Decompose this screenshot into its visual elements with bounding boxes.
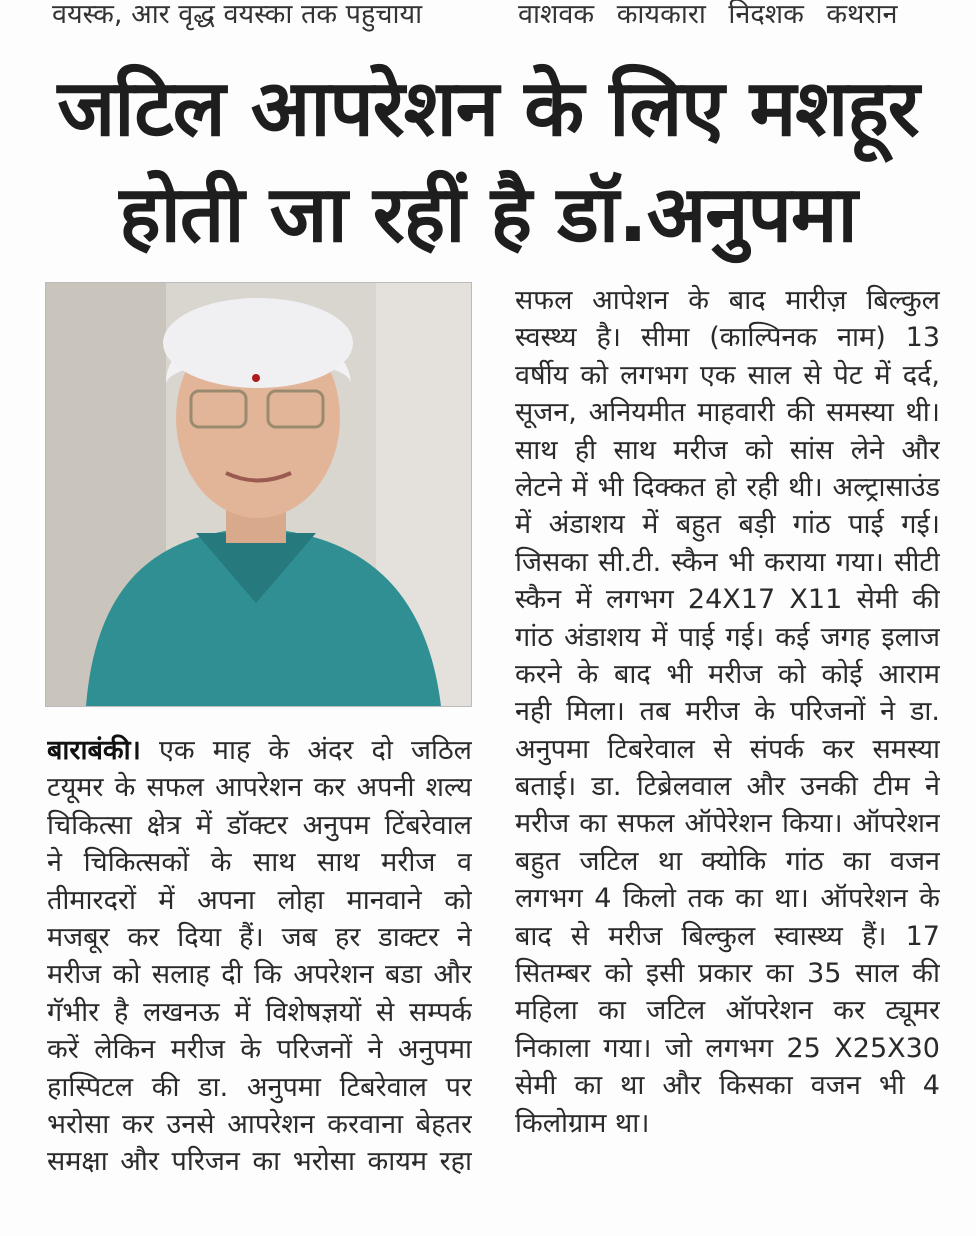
article-line: निकाला गया। जो लगभग 25 X25X30 [515,1032,940,1064]
article-line: समक्षा और परिजन का भरोसा कायम रहा [47,1146,472,1178]
article-line: जिसका सी.टी. स्कैन भी कराया गया। सीटी [515,546,940,578]
article-line: सितम्बर को इसी प्रकार का 35 साल की [515,958,940,990]
article-line: गांठ अंडाशय में पाई गई। कई जगह इलाज [515,621,940,653]
top-strip-left-text: वयस्क, आर वृद्ध वयस्का तक पहुचाया [52,0,423,30]
article-line: स्वस्थ्य है। सीमा (काल्पिनक नाम) 13 [515,322,940,354]
article-line: किलोग्राम था। [515,1107,650,1139]
article-line: करने के बाद भी मरीज को कोई आराम [515,658,940,690]
article-line: बाद से मरीज बिल्कुल स्वास्थ्य हैं। 17 [515,920,940,952]
article-line: ने चिकित्सकों के साथ साथ मरीज व [47,847,472,879]
article-line: तीमारदरों में अपना लोहा मानवाने को [47,884,472,916]
article-line: चिकित्सा क्षेत्र में डॉक्टर अनुपम टिंबरेवाल [47,809,472,841]
article-line: लेटने में भी दिक्कत हो रही थी। अल्ट्रासाउंड [515,471,940,503]
article-line: मरीज का सफल ऑपेरेशन किया। ऑपरेशन [515,808,940,840]
article-line: बहुत जटिल था क्योकि गांठ का वजन [515,845,940,877]
article-line: साथ ही साथ मरीज को सांस लेने और [515,434,940,466]
article-line: नही मिला। तब मरीज के परिजनों ने डा. [515,696,940,728]
headline-line-2: होती जा रहीं है डॉ.अनुपमा [119,170,857,260]
article-line: करें लेकिन मरीज के परिजनों ने अनुपमा [47,1034,472,1066]
article-line: हास्पिटल की डा. अनुपमा टिबरेवाल पर [47,1071,472,1103]
article-line: लगभग 4 किलो तक का था। ऑपरेशन के [515,883,940,915]
article-right-column [515,282,940,1142]
first-line-text: एक माह के अंदर दो जठिल [158,735,472,766]
doctor-photo [45,282,472,707]
headline-line-1: जटिल आपरेशन के लिए मशहूर [57,64,919,154]
article-line: सेमी का था और किसका वजन भी 4 [515,1070,940,1102]
article-line: वर्षीय को लगभग एक साल से पेट में दर्द, [515,359,940,391]
previous-article-strip [0,0,976,28]
article-left-column [47,732,472,1181]
article-line [47,732,472,769]
article-line: सूजन, अनियमीत माहवारी की समस्या थी। [515,397,940,429]
dateline: बाराबंकी। [47,735,141,766]
article-line: बताई। डा. टिब्रेलवाल और उनकी टीम ने [515,771,940,803]
article-line: अनुपमा टिबरेवाल से संपर्क कर समस्या [515,733,940,765]
article-line: सफल आपेशन के बाद मारीज़ बिल्कुल [515,285,940,316]
article-line: गॅभीर है लखनऊ में विशेषज्ञयों से सम्पर्क [47,996,472,1028]
article-line: मजबूर कर दिया हैं। जब हर डाक्टर ने [47,921,472,953]
article-line: मरीज को सलाह दी कि अपरेशन बडा और [47,959,472,991]
article-line: में अंडाशय में बहुत बड़ी गांठ पाई गई। [515,509,940,541]
top-strip-right-text: वाशवक कायकारा निदशक कथरान [518,0,898,30]
article-line: स्कैन में लगभग 24X17 X11 सेमी की [515,584,940,616]
article-line: टयूमर के सफल आपरेशन कर अपनी शल्य [47,772,472,804]
article-line: भरोसा कर उनसे आपरेशन करवाना बेहतर [47,1108,472,1140]
article-line: महिला का जटिल ऑपरेशन कर ट्यूमर [515,995,940,1027]
